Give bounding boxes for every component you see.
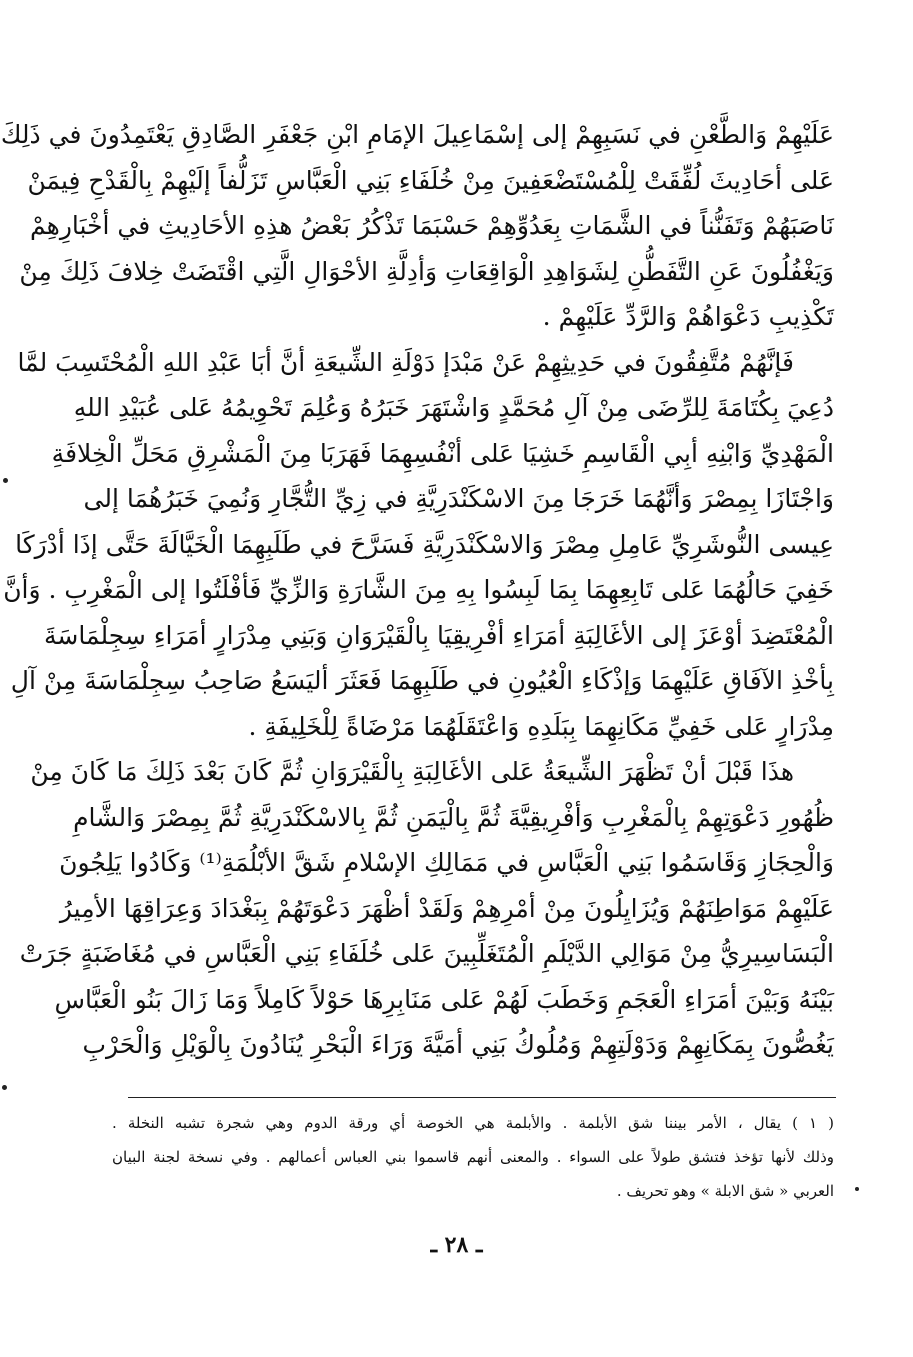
main-text: [0, 112, 834, 1068]
text-line: عَلَيْهِمْ وَالطَّعْنِ في نَسَبِهِمْ إلى إسْمَاعِيلَ الإمَامِ ابْنِ جَعْفَرِ الصَّادِقِ يَعْتَمِدُونَ في ذَلِكَ: [0, 120, 834, 149]
page-number: ـ ٢٨ ـ: [430, 1232, 483, 1258]
text-line: فَإنَّهُمْ مُتَّفِقُونَ في حَدِيثِهِمْ عَنْ مَبْدَإ دَوْلَةِ الشِّيعَةِ أنَّ أبَا عَبْدِ اللهِ الْمُحْتَسِبَ لمَّا: [17, 347, 794, 377]
text-line: مِدْرَارٍ عَلى خَفِيِّ مَكَانِهِمَا بِبَلَدِهِ وَاعْتَقَلَهُمَا مَرْضَاةً لِلْخَلِيفَةِ .: [248, 711, 834, 741]
margin-speck: [3, 478, 8, 483]
text-line: وَيَغْفُلُونَ عَنِ التَّفَطُّنِ لِشَوَاهِدِ الْوَاقِعَاتِ وَأدِلَّةِ الأحْوَالِ الَّتِي اقْتَضَتْ خِلافَ ذَلِكَ مِنْ: [19, 256, 834, 286]
footnote-divider: [128, 1097, 836, 1098]
footnote-line: العربي « شق الابلة » وهو تحريف .: [616, 1182, 834, 1200]
text-line: الْمُعْتَضِدَ أوْعَزَ إلى الأغَالِبَةِ أمَرَاءِ أفْرِيقِيَا بِالْقَيْرَوَانِ وَبَنِي مِدْرَارٍ أمَرَاءِ سِجِلْمَاسَةَ: [44, 620, 834, 650]
text-line: هذَا قَبْلَ أنْ تَظْهَرَ الشِّيعَةُ عَلى الأغَالِبَةِ بِالْقَيْرَوَانِ ثُمَّ كَانَ بَعْدَ ذَلِكَ مَا كَانَ مِنْ: [30, 757, 794, 786]
text-line: عَلَيْهِمْ مَوَاطِنَهُمْ وَيُزَايِلُونَ مِنْ أمْرِهِمْ وَلَقَدْ أظْهَرَ دَعْوَتَهُمْ بِبَغْدَادَ وَعِرَاقِهَا الأمِيرُ: [59, 893, 834, 923]
text-line: دُعِيَ بِكُتَامَةَ لِلرِّضَى مِنْ آلِ مُحَمَّدٍ وَاشْتَهَرَ خَبَرُهُ وَعُلِمَ تَحْوِيمُهُ عَلى عُبَيْدِ اللهِ: [73, 393, 834, 422]
text-line: نَاصَبَهُمْ وَتَفَنُّناً في الشَّمَاتِ بِعَدُوِّهِمْ حَسْبَمَا تَذْكُرُ بَعْضُ هذِهِ الأحَادِيثِ في أخْبَارِهِمْ: [30, 211, 834, 240]
text-line: يَغُصُّونَ بِمَكَانِهِمْ وَدَوْلَتِهِمْ وَمُلُوكُ بَنِي أمَيَّةَ وَرَاءَ الْبَحْرِ يُنَادُونَ بِالْوَيْلِ وَالْحَرْبِ: [82, 1030, 834, 1059]
margin-speck: [2, 1085, 7, 1090]
footnote-line: وذلك لأنها تؤخذ فتشق طولاً على السواء . والمعنى أنهم قاسموا بني العباس أعمالهم . وفي نسخة لجنة البيان: [112, 1148, 834, 1166]
text-line: تَكْذِيبِ دَعْوَاهُمْ وَالرَّدِّ عَلَيْهِمْ .: [542, 302, 834, 331]
footnotes: [112, 1106, 834, 1208]
text-line: بِأخْذِ الآفَاقِ عَلَيْهِمَا وَإذْكَاءِ الْعُيُونِ في طَلَبِهِمَا فَعَثَرَ أليَسَعُ صَاحِبُ سِجِلْمَاسَةَ مِنْ آلِ: [10, 666, 834, 695]
text-line: وَالْحِجَازِ وَقَاسَمُوا بَنِي الْعَبَّاسِ في مَمَالِكِ الإسْلامِ شَقَّ الأبْلُمَةِ⁽¹⁾ وَكَادُوا يَلِجُونَ: [59, 848, 834, 877]
margin-speck: [855, 1187, 859, 1191]
text-line: خَفِيَ حَالُهُمَا عَلى تَابِعِهِمَا بِمَا لَبِسُوا بِهِ مِنَ الشَّارَةِ وَالزِّيِّ فَأفْلَتُوا إلى الْمَغْرِبِ . وَأنَّ: [3, 575, 834, 604]
text-line: وَاجْتَازَا بِمِصْرَ وَأنَّهُمَا خَرَجَا مِنَ الاسْكَنْدَرِيَّةِ في زِيِّ التُّجَّارِ وَنُمِيَ خَبَرُهُمَا إلى: [83, 484, 834, 513]
text-line: عَلى أحَادِيثَ لُفِّقَتْ لِلْمُسْتَضْعَفِينَ مِنْ خُلَفَاءِ بَنِي الْعَبَّاسِ تَزَلُّفاً إلَيْهِمْ بِالْقَدْحِ فِيمَنْ: [27, 165, 834, 195]
text-line: بَيْنَهُ وَبَيْنَ أمَرَاءِ الْعَجَمِ وَخَطَبَ لَهُمْ عَلى مَنَابِرِهَا حَوْلاً كَامِلاً وَمَا زَالَ بَنُو الْعَبَّاسِ: [54, 984, 834, 1014]
text-line: الْبَسَاسِيرِيُّ مِنْ مَوَالِي الدَّيْلَمِ الْمُتَغَلِّبِينَ عَلى خُلَفَاءِ بَنِي الْعَبَّاسِ في مُغَاضَبَةٍ جَرَتْ: [19, 939, 834, 968]
footnote-line: ( ١ ) يقال ، الأمر بيننا شق الأبلمة . والأبلمة هي الخوصة أي ورقة الدوم وهي شجرة تشبه النخلة .: [112, 1114, 834, 1132]
text-line: عِيسى النُّوشَرِيِّ عَامِلِ مِصْرَ وَالاسْكَنْدَرِيَّةِ فَسَرَّحَ في طَلَبِهِمَا الْخَيَّالَةَ حَتَّى إذَا أدْرَكَا: [15, 529, 834, 559]
text-line: ظُهُورِ دَعْوَتِهِمْ بِالْمَغْرِبِ وَأفْرِيقِيَّةَ ثُمَّ بِالْيَمَنِ ثُمَّ بِالاسْكَنْدَرِيَّةِ ثُمَّ بِمِصْرَ وَالشَّامِ: [73, 802, 834, 832]
text-line: الْمَهْدِيِّ وَابْنِهِ أبِي الْقَاسِمِ خَشِيَا عَلى أنْفُسِهِمَا فَهَرَبَا مِنَ الْمَشْرِقِ مَحَلِّ الْخِلافَةِ: [51, 438, 834, 468]
